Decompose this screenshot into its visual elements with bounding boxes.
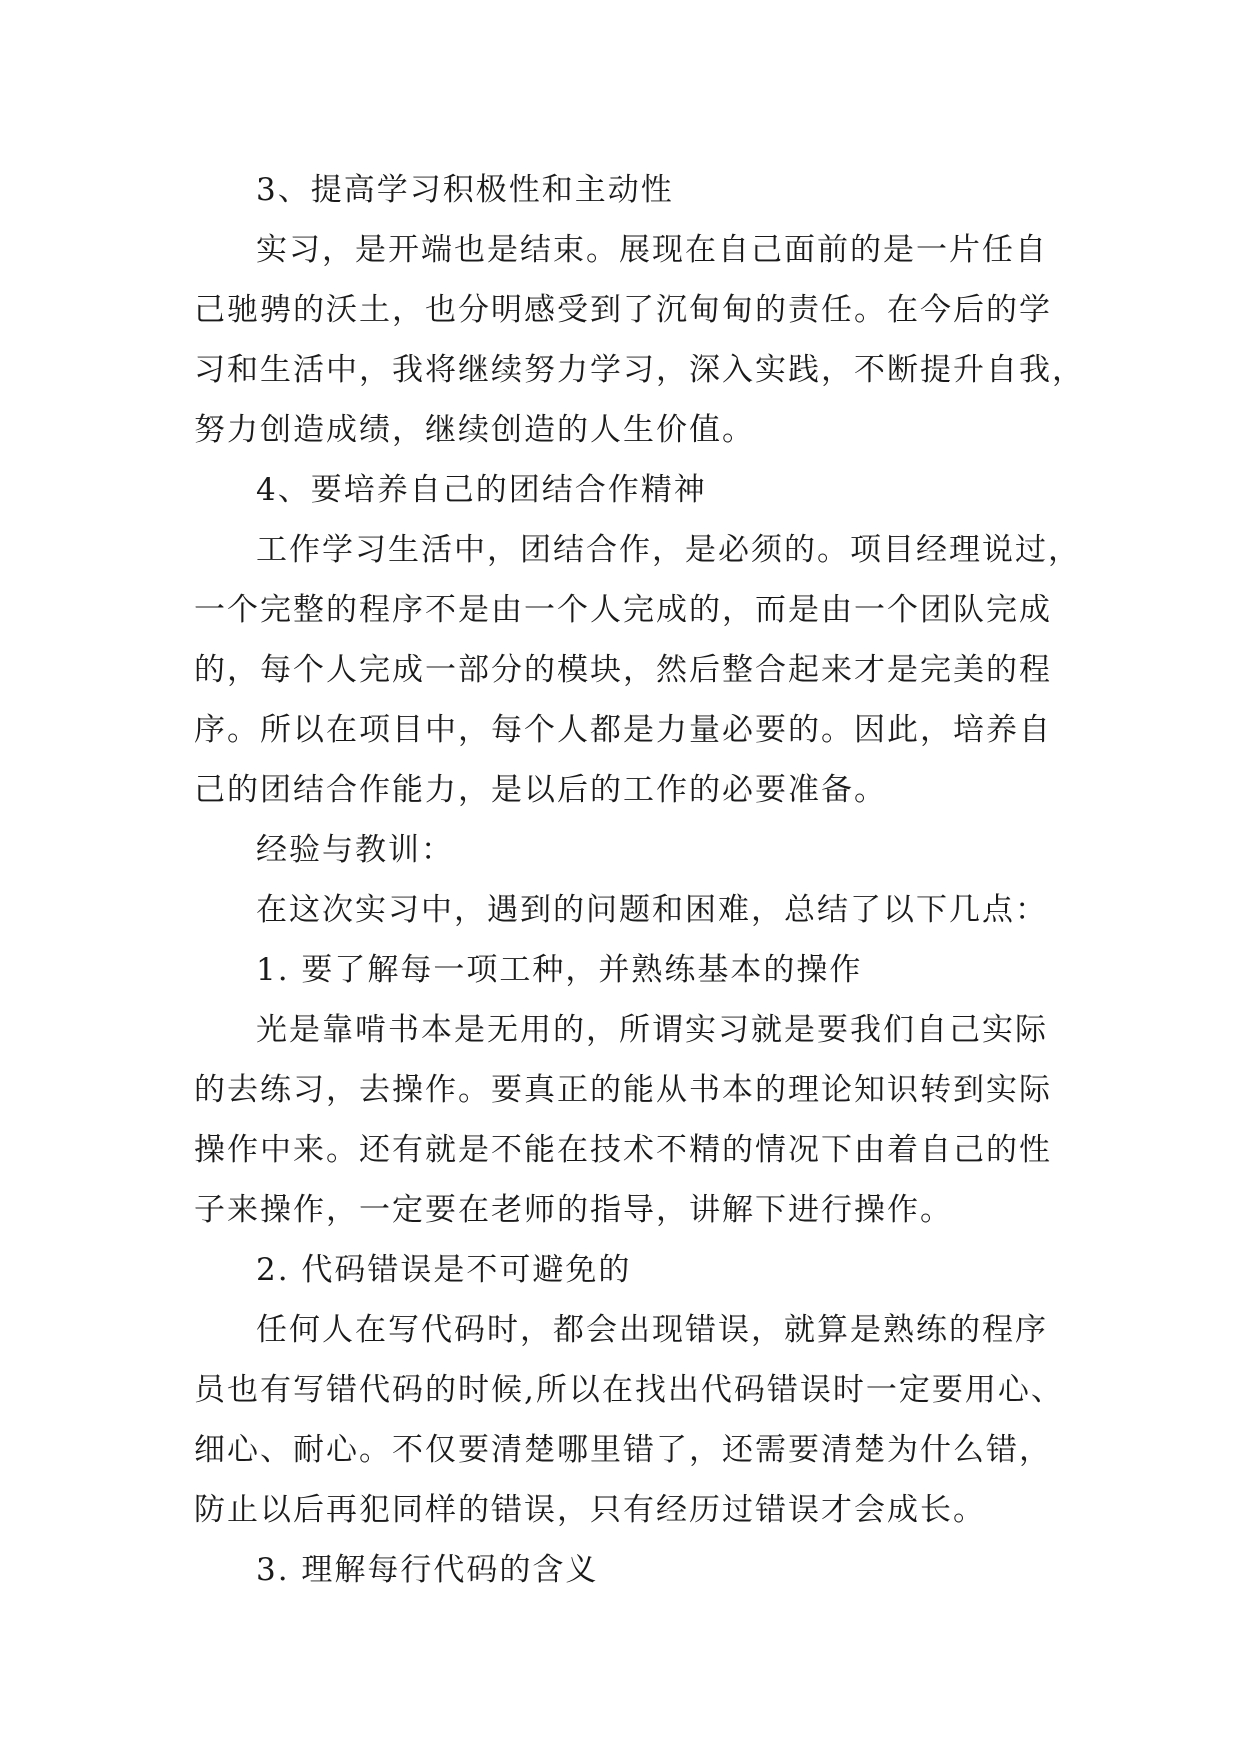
paragraph-line: 序。所以在项目中，每个人都是力量必要的。因此，培养自 [194, 712, 1052, 748]
paragraph-line: 己驰骋的沃土，也分明感受到了沉甸甸的责任。在今后的学 [194, 292, 1052, 328]
document-page [194, 160, 1085, 1600]
paragraph-line: 子来操作，一定要在老师的指导，讲解下进行操作。 [194, 1192, 953, 1228]
list-item-heading-3: 3. 理解每行代码的含义 [256, 1552, 599, 1588]
paragraph-line: 工作学习生活中，团结合作，是必须的。项目经理说过， [256, 532, 1081, 568]
paragraph-line: 的，每个人完成一部分的模块，然后整合起来才是完美的程 [194, 652, 1052, 688]
paragraph-line: 操作中来。还有就是不能在技术不精的情况下由着自己的性 [194, 1132, 1052, 1168]
paragraph-line: 己的团结合作能力，是以后的工作的必要准备。 [194, 772, 887, 808]
paragraph-line: 防止以后再犯同样的错误，只有经历过错误才会成长。 [194, 1492, 986, 1528]
paragraph-line: 细心、耐心。不仅要清楚哪里错了，还需要清楚为什么错， [194, 1432, 1052, 1468]
paragraph-line: 努力创造成绩，继续创造的人生价值。 [194, 412, 755, 448]
list-item-heading-2: 2. 代码错误是不可避免的 [256, 1252, 632, 1288]
paragraph-line: 在这次实习中，遇到的问题和困难，总结了以下几点： [256, 892, 1048, 928]
section-heading-4: 4、要培养自己的团结合作精神 [256, 472, 707, 508]
section-heading-3: 3、提高学习积极性和主动性 [256, 172, 674, 208]
paragraph-line: 实习，是开端也是结束。展现在自己面前的是一片任自 [256, 232, 1048, 268]
paragraph-line: 员也有写错代码的时候,所以在找出代码错误时一定要用心、 [194, 1372, 1064, 1408]
paragraph-line: 任何人在写代码时，都会出现错误，就算是熟练的程序 [256, 1312, 1048, 1348]
paragraph-line: 一个完整的程序不是由一个人完成的，而是由一个团队完成 [194, 592, 1052, 628]
list-item-heading-1: 1. 要了解每一项工种，并熟练基本的操作 [256, 952, 863, 988]
paragraph-line: 习和生活中，我将继续努力学习，深入实践，不断提升自我， [194, 352, 1085, 388]
paragraph-line: 的去练习，去操作。要真正的能从书本的理论知识转到实际 [194, 1072, 1052, 1108]
section-heading-lessons: 经验与教训： [256, 832, 454, 868]
paragraph-line: 光是靠啃书本是无用的，所谓实习就是要我们自己实际 [256, 1012, 1048, 1048]
